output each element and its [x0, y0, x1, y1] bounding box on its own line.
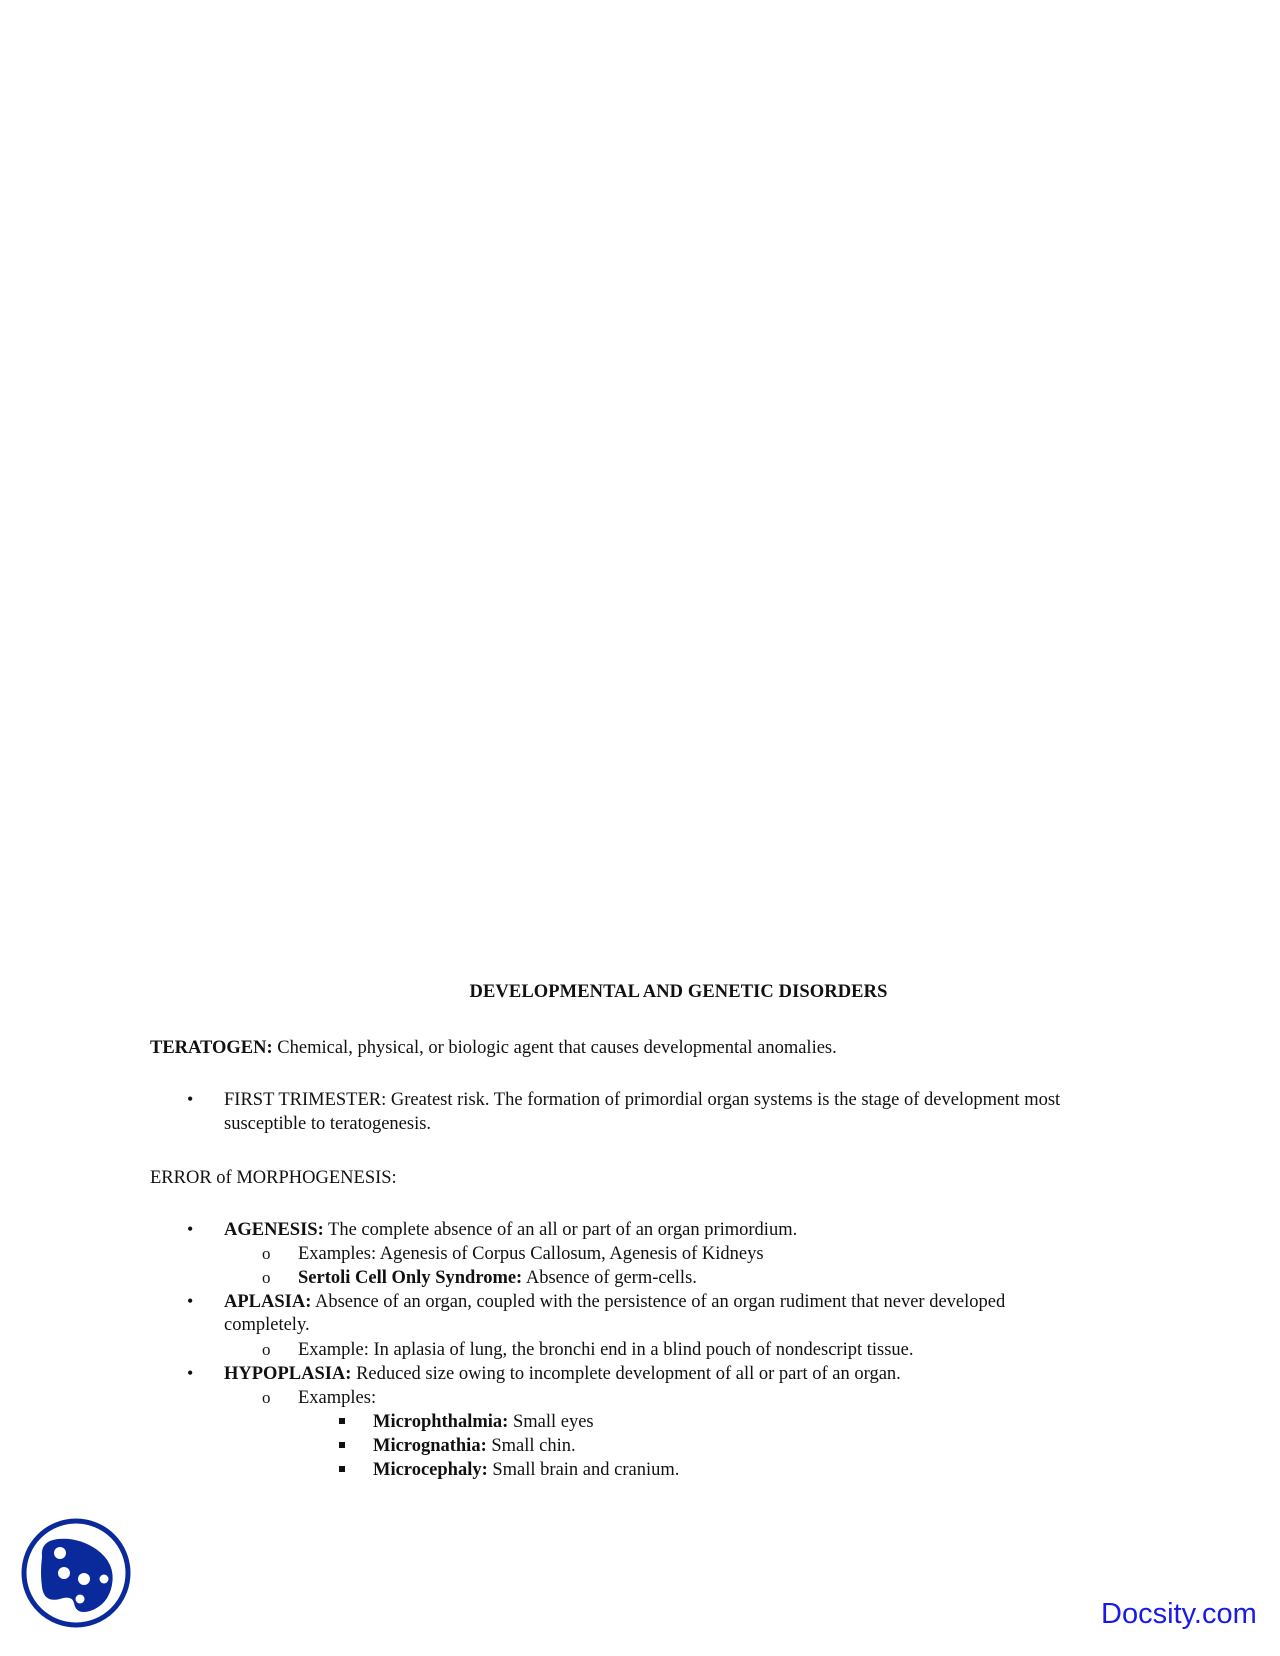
bullet-hypoplasia-examples: o [262, 1388, 271, 1407]
agenesis-definition: The complete absence of an all or part of an organ primordium. [323, 1220, 798, 1240]
hypoplasia-item [224, 1362, 901, 1386]
example-definition: Small brain and cranium. [487, 1460, 680, 1480]
sertoli-term: Sertoli Cell Only Syndrome: [298, 1268, 523, 1288]
square-bullet-icon [339, 1466, 345, 1472]
hypoplasia-definition: Reduced size owing to incomplete development of all or part of an organ. [351, 1364, 901, 1384]
agenesis-examples: Examples: Agenesis of Corpus Callosum, Agenesis of Kidneys [298, 1244, 764, 1264]
square-bullet-icon [339, 1418, 345, 1424]
hypoplasia-example-item [373, 1434, 576, 1458]
example-definition: Small eyes [508, 1412, 594, 1432]
error-heading: ERROR of MORPHOGENESIS: [150, 1168, 397, 1188]
hypoplasia-term: HYPOPLASIA: [224, 1364, 352, 1384]
agenesis-item [224, 1218, 797, 1242]
bullet-aplasia-example: o [262, 1340, 271, 1359]
example-term: Micrognathia: [373, 1436, 487, 1456]
bullet-agenesis: • [187, 1219, 194, 1239]
hypoplasia-examples-label: Examples: [298, 1388, 377, 1408]
example-term: Microphthalmia: [373, 1412, 509, 1432]
example-definition: Small chin. [486, 1436, 576, 1456]
aplasia-definition-line2: completely. [224, 1315, 310, 1335]
agenesis-term: AGENESIS: [224, 1220, 324, 1240]
teratogen-paragraph [150, 1036, 837, 1060]
bullet-agenesis-examples: o [262, 1244, 271, 1263]
aplasia-example: Example: In aplasia of lung, the bronchi end in a blind pouch of nondescript tissue. [298, 1340, 914, 1360]
hypoplasia-example-item [373, 1458, 679, 1482]
docsity-brand-link[interactable]: Docsity.com [1101, 1598, 1257, 1630]
bullet-hypoplasia: • [187, 1363, 194, 1383]
sertoli-definition: Absence of germ-cells. [522, 1268, 697, 1288]
sertoli-item [298, 1266, 697, 1290]
aplasia-term: APLASIA: [224, 1292, 312, 1312]
aplasia-definition-line1: Absence of an organ, coupled with the persistence of an organ rudiment that never developed [311, 1292, 1006, 1312]
first-trimester-line1: FIRST TRIMESTER: Greatest risk. The formation of primordial organ systems is the stage of development most [224, 1090, 1061, 1110]
bullet-sertoli: o [262, 1268, 271, 1287]
hypoplasia-example-item [373, 1410, 594, 1434]
first-trimester-line2: susceptible to teratogenesis. [224, 1114, 432, 1134]
logo-svg [20, 1517, 132, 1629]
example-term: Microcephaly: [373, 1460, 488, 1480]
bullet-first-trimester: • [187, 1089, 194, 1109]
aplasia-item [224, 1290, 1005, 1314]
square-bullet-icon [339, 1442, 345, 1448]
teratogen-definition: Chemical, physical, or biologic agent that causes developmental anomalies. [272, 1038, 837, 1058]
teratogen-term: TERATOGEN: [150, 1038, 273, 1058]
page-title: DEVELOPMENTAL AND GENETIC DISORDERS [469, 982, 888, 1002]
bullet-aplasia: • [187, 1291, 194, 1311]
docsity-logo-icon[interactable] [20, 1517, 132, 1629]
